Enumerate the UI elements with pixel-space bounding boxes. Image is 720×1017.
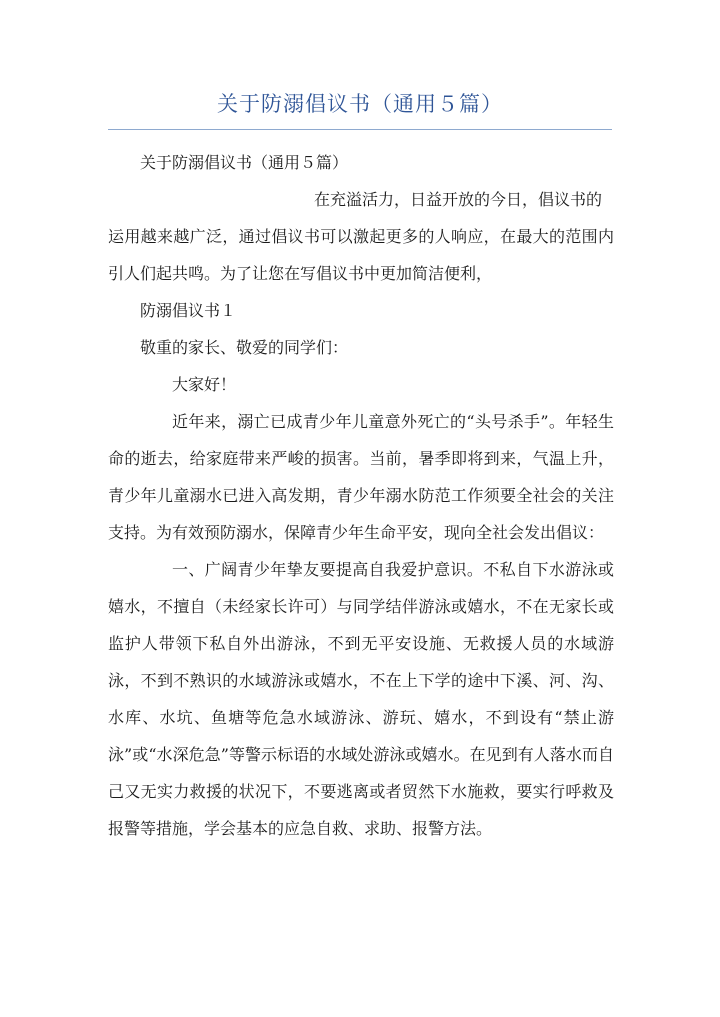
document-title: 关于防溺倡议书（通用５篇） [217, 92, 503, 116]
salutation: 敬重的家长、敬爱的同学们： [140, 338, 349, 357]
intro-paragraph: 运用越来越广泛，通过倡议书可以激起更多的人响应，在最大的范围内引人们起共鸣。为了让您在写倡议书中更加简洁便利， [108, 227, 614, 283]
body-paragraph-1: 近年来，溺亡已成青少年儿童意外死亡的“头号杀手”。年轻生命的逝去，给家庭带来严峻的损害。当前，暑季即将到来，气温上升，青少年儿童溺水已进入高发期，青少年溺水防范工作须要全社会的关注支持。为有效预防溺水，保障青少年生命平安，现向全社会发出倡议： [108, 412, 614, 542]
section-heading: 防溺倡议书１ [140, 301, 237, 320]
intro-paragraph-first-line: 在充溢活力，日益开放的今日，倡议书的 [314, 190, 603, 209]
body-paragraph-2: 一、广阔青少年挚友要提高自我爱护意识。不私自下水游泳或嬉水，不擅自（未经家长许可）与同学结伴游泳或嬉水，不在无家长或监护人带领下私自外出游泳，不到无平安设施、无救援人员的水域游泳，不到不熟识的水域游泳或嬉水，不在上下学的途中下溪、河、沟、水库、水坑、鱼塘等危急水域游泳、游玩、嬉水，不到设有“禁止游泳”或“水深危急”等警示标语的水域处游泳或嬉水。在见到有人落水而自己又无实力救援的状况下，不要逃离或者贸然下水施救，要实行呼救及报警等措施，学会基本的应急自救、求助、报警方法。 [108, 560, 614, 838]
title-divider [108, 129, 612, 130]
document-body [108, 144, 614, 847]
greeting: 大家好！ [172, 375, 237, 394]
subtitle-paragraph: 关于防溺倡议书（通用５篇） [140, 153, 349, 172]
